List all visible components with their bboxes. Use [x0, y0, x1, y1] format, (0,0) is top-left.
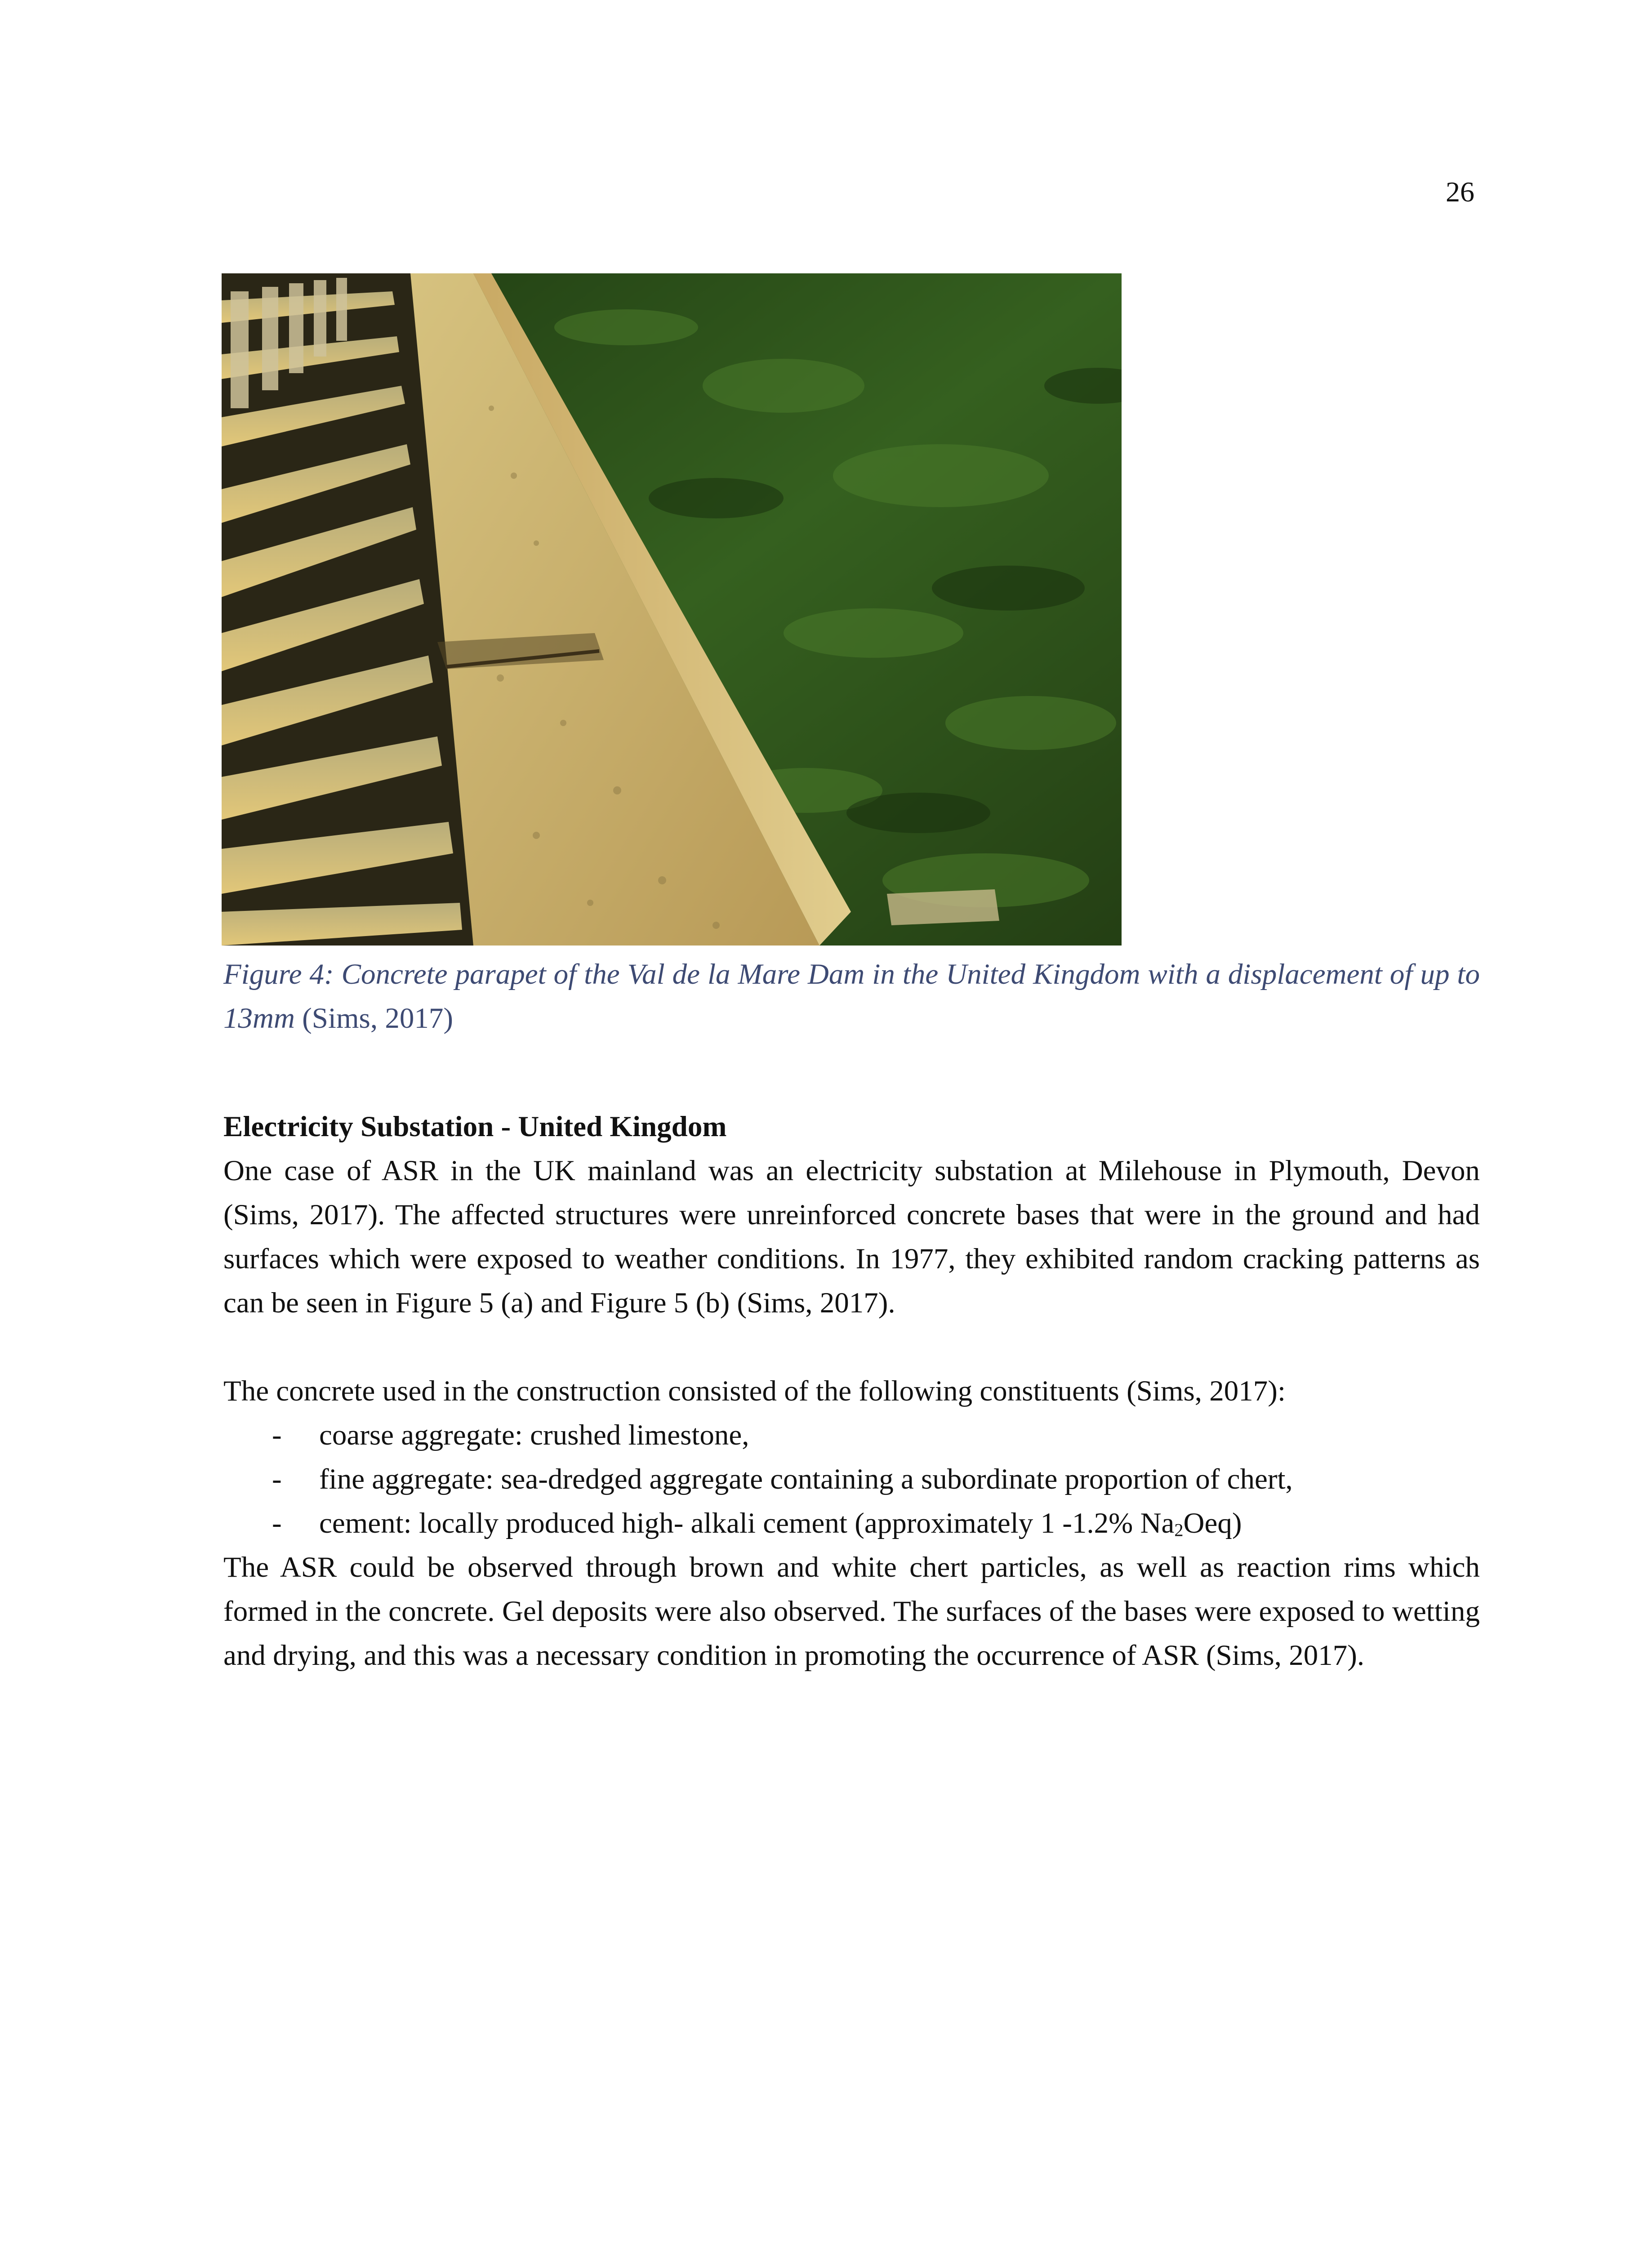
list-item	[223, 1501, 1480, 1545]
list-item-text: cement: locally produced high- alkali cement (approximately 1 -1.2% Na	[319, 1507, 1175, 1539]
list-item-text: fine aggregate: sea-dredged aggregate containing a subordinate proportion of chert,	[319, 1463, 1293, 1495]
figure-caption-citation: (Sims, 2017)	[294, 1002, 453, 1035]
list-item-text-end: Oeq)	[1183, 1507, 1242, 1539]
page-number: 26	[1446, 176, 1474, 208]
list-item-text: coarse aggregate: crushed limestone,	[319, 1419, 749, 1451]
section-heading: Electricity Substation - United Kingdom	[223, 1111, 727, 1143]
figure-4-photo	[222, 273, 1122, 946]
paragraph-3: The ASR could be observed through brown and white chert particles, as well as reaction rims which formed in the concrete. Gel deposits were also observed. The surfaces of the bases were exposed to wetting and drying, and this was a necessary condition in promoting the occurrence of ASR (Sims, 2017).	[223, 1551, 1480, 1672]
list-dash: -	[272, 1419, 282, 1451]
constituents-list	[223, 1413, 1480, 1545]
figure-caption	[223, 952, 1480, 1040]
list-dash: -	[272, 1463, 282, 1495]
list-item	[223, 1413, 1480, 1457]
figure-caption-text: Figure 4: Concrete parapet of the Val de la Mare Dam in the United Kingdom with a displacement of up to 13mm	[223, 958, 1480, 1035]
subscript-2: 2	[1174, 1520, 1184, 1540]
paragraph-1: One case of ASR in the UK mainland was an electricity substation at Milehouse in Plymouth, Devon (Sims, 2017). The affected structures were unreinforced concrete bases that were in the ground and had surfaces which were exposed to weather conditions. In 1977, they exhibited random cracking patterns as can be seen in Figure 5 (a) and Figure 5 (b) (Sims, 2017).	[223, 1155, 1480, 1319]
paragraph-2: The concrete used in the construction consisted of the following constituents (Sims, 2017):	[223, 1375, 1286, 1407]
list-dash: -	[272, 1507, 282, 1539]
dam-parapet-photo-icon	[222, 273, 1122, 946]
list-item	[223, 1457, 1480, 1501]
